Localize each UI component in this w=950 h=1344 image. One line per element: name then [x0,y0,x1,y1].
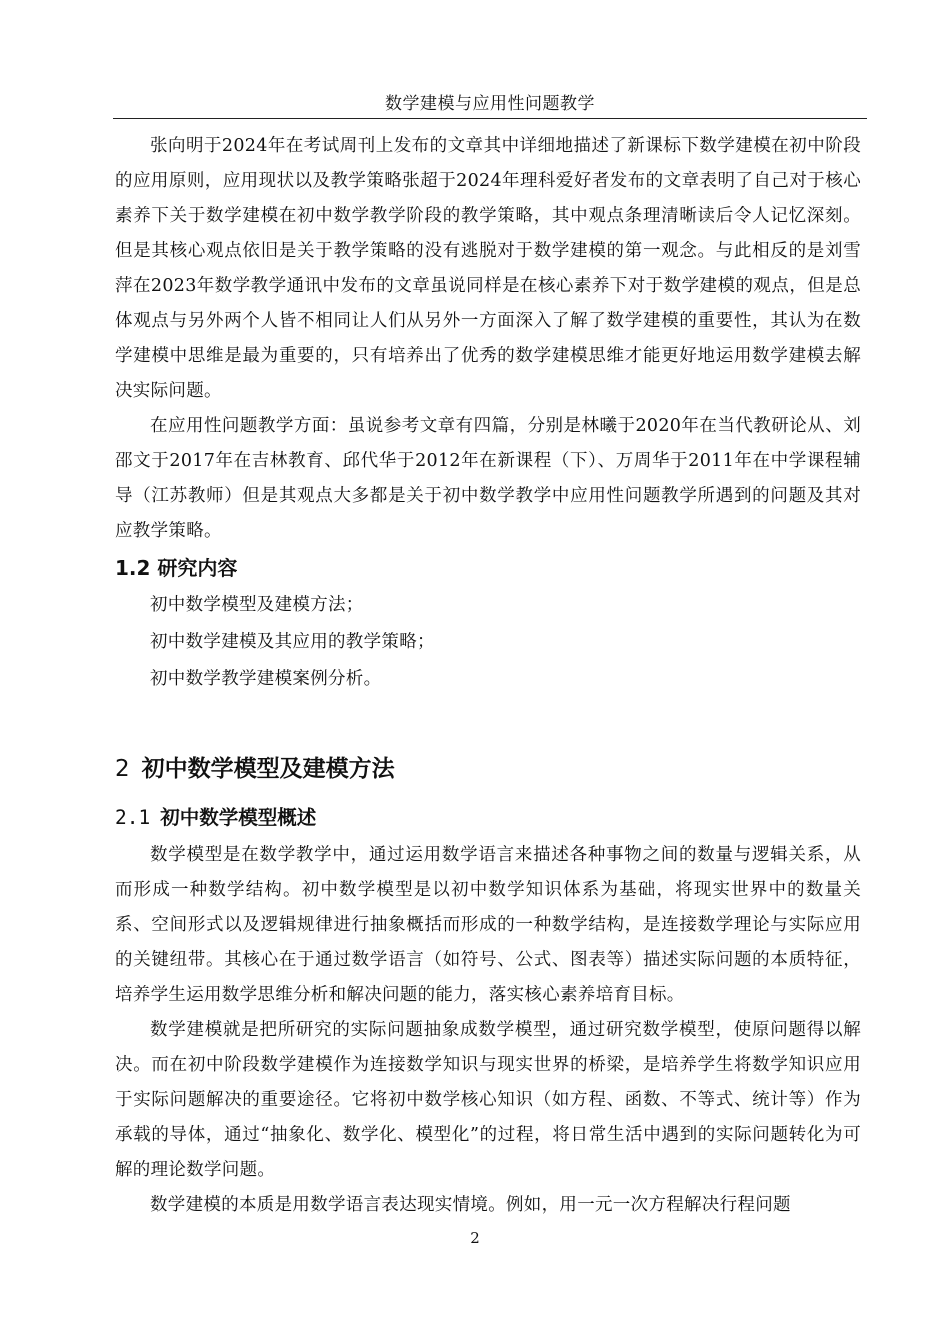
body-paragraph: 数学建模就是把所研究的实际问题抽象成数学模型，通过研究数学模型，使原问题得以解决。而在初中阶段数学建模作为连接数学知识与现实世界的桥梁，是培养学生将数学知识应用于实际问题解决的重要途径。它将初中数学核心知识（如方程、函数、不等式、统计等）作为承载的导体，通过“抽象化、数学化、模型化”的过程，将日常生活中遇到的实际问题转化为可解的理论数学问题。 [115,1020,861,1180]
body-paragraph: 数学模型是在数学教学中，通过运用数学语言来描述各种事物之间的数量与逻辑关系，从而形成一种数学结构。初中数学模型是以初中数学知识体系为基础，将现实世界中的数量关系、空间形式以及逻辑规律进行抽象概括而形成的一种数学结构，是连接数学理论与实际应用的关键纽带。其核心在于通过数学语言（如符号、公式、图表等）描述实际问题的本质特征，培养学生运用数学思维分析和解决问题的能力，落实核心素养培育目标。 [115,845,861,1005]
section-title: 初中数学模型概述 [160,806,317,829]
header-rule [113,118,867,119]
chapter-heading [115,740,861,798]
chapter-title: 初中数学模型及建模方法 [141,756,395,782]
list-item: 初中数学教学建模案例分析。 [150,669,382,689]
section-heading-2-1 [115,798,861,838]
running-header: 数学建模与应用性问题教学 [385,94,595,114]
chapter-number: 2 [115,756,130,782]
section-number: 2.1 [115,806,151,829]
page-body [115,129,861,1223]
body-paragraph: 数学建模的本质是用数学语言表达现实情境。例如，用一元一次方程解决行程问题 [150,1195,791,1215]
page-number: 2 [470,1229,480,1247]
section-heading-1-2: 1.2 研究内容 [115,556,238,580]
body-paragraph: 张向明于2024年在考试周刊上发布的文章其中详细地描述了新课标下数学建模在初中阶段的应用原则，应用现状以及教学策略张超于2024年理科爱好者发布的文章表明了自己对于核心素养下关于数学建模在初中数学教学阶段的教学策略，其中观点条理清晰读后令人记忆深刻。但是其核心观点依旧是关于教学策略的没有逃脱对于数学建模的第一观念。与此相反的是刘雪萍在2023年数学教学通讯中发布的文章虽说同样是在核心素养下对于数学建模的观点，但是总体观点与另外两个人皆不相同让人们从另外一方面深入了解了数学建模的重要性，其认为在数学建模中思维是最为重要的，只有培养出了优秀的数学建模思维才能更好地运用数学建模去解决实际问题。 [115,136,861,401]
body-paragraph: 在应用性问题教学方面：虽说参考文章有四篇，分别是林曦于2020年在当代教研论从、刘邵文于2017年在吉林教育、邱代华于2012年在新课程（下）、万周华于2011年在中学课程辅导（江苏教师）但是其观点大多都是关于初中数学教学中应用性问题教学所遇到的问题及其对应教学策略。 [115,416,861,541]
list-item: 初中数学建模及其应用的教学策略； [150,632,435,652]
list-item: 初中数学模型及建模方法； [150,595,364,615]
